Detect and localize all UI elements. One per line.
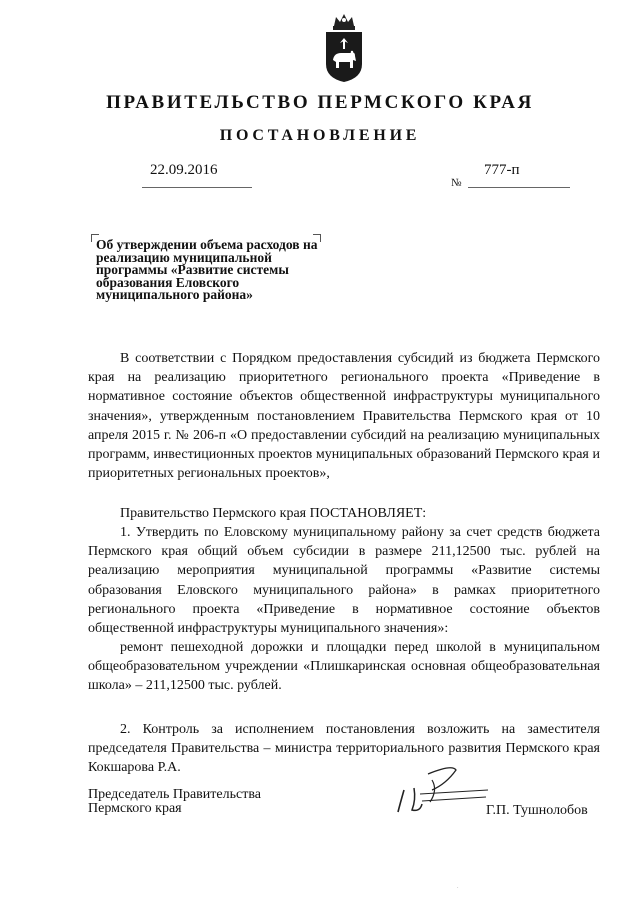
document-type: ПОСТАНОВЛЕНИЕ [219,127,421,144]
number-underline [468,187,570,188]
signer-position [88,788,261,815]
number-sign: № [451,177,462,189]
document-number: 777-п [484,162,520,178]
item-1-text: 1. Утвердить по Еловскому муниципальному району за счет средств бюджета Пермского края общий объем субсидии в размере 211,12500 тыс. рублей на реализацию мероприятия муниципальной программы «Развитие системы образования Еловского муниципального района» в рамках приоритетного регионального проекта «Приведение в нормативное состояние объектов общественной инфраструктуры муниципального значения»: [88,525,600,637]
date-underline [142,187,252,188]
footer-mark: . [457,884,459,890]
item-1-paragraph [88,523,600,638]
government-title: ПРАВИТЕЛЬСТВО ПЕРМСКОГО КРАЯ [106,92,534,113]
item-1-detail-paragraph [88,638,600,696]
document-subject: Об утверждении объема расходов на реализацию муниципальной программы «Развитие системы образования Еловского муниципального района» [96,237,318,302]
resolves-paragraph [88,504,600,523]
signature-icon [392,760,492,820]
document-date: 22.09.2016 [150,162,218,178]
coat-of-arms-icon [322,12,366,84]
preamble-paragraph [88,349,600,483]
resolves-text: Правительство Пермского края ПОСТАНОВЛЯЕТ: [120,506,427,521]
preamble-text: В соответствии с Порядком предоставления субсидий из бюджета Пермского края на реализацию приоритетного регионального проекта «Приведение в нормативное состояние объектов общественной инфраструктуры муниципального значения», утвержденным постановлением Правительства Пермского края от 10 апреля 2015 г. № 206-п «О предоставлении субсидий на реализацию муниципальных программ, инвестиционных проектов муниципальных образований Пермского края и приоритетных региональных проектов», [88,351,600,482]
signer-position-line-2: Пермского края [88,800,182,816]
signer-name: Г.П. Тушнолобов [486,803,588,818]
item-2-text: 2. Контроль за исполнением постановления возложить на заместителя председателя Правительства – министра территориального развития Пермского края Кокшарова Р.А. [88,722,600,776]
item-1-detail-text: ремонт пешеходной дорожки и площадки перед школой в муниципальном общеобразовательном учреждении «Плишкаринская основная общеобразовательная школа» – 211,12500 тыс. рублей. [88,640,600,694]
item-2-paragraph [88,720,600,778]
signer-position-line-1: Председатель Правительства [88,787,261,802]
